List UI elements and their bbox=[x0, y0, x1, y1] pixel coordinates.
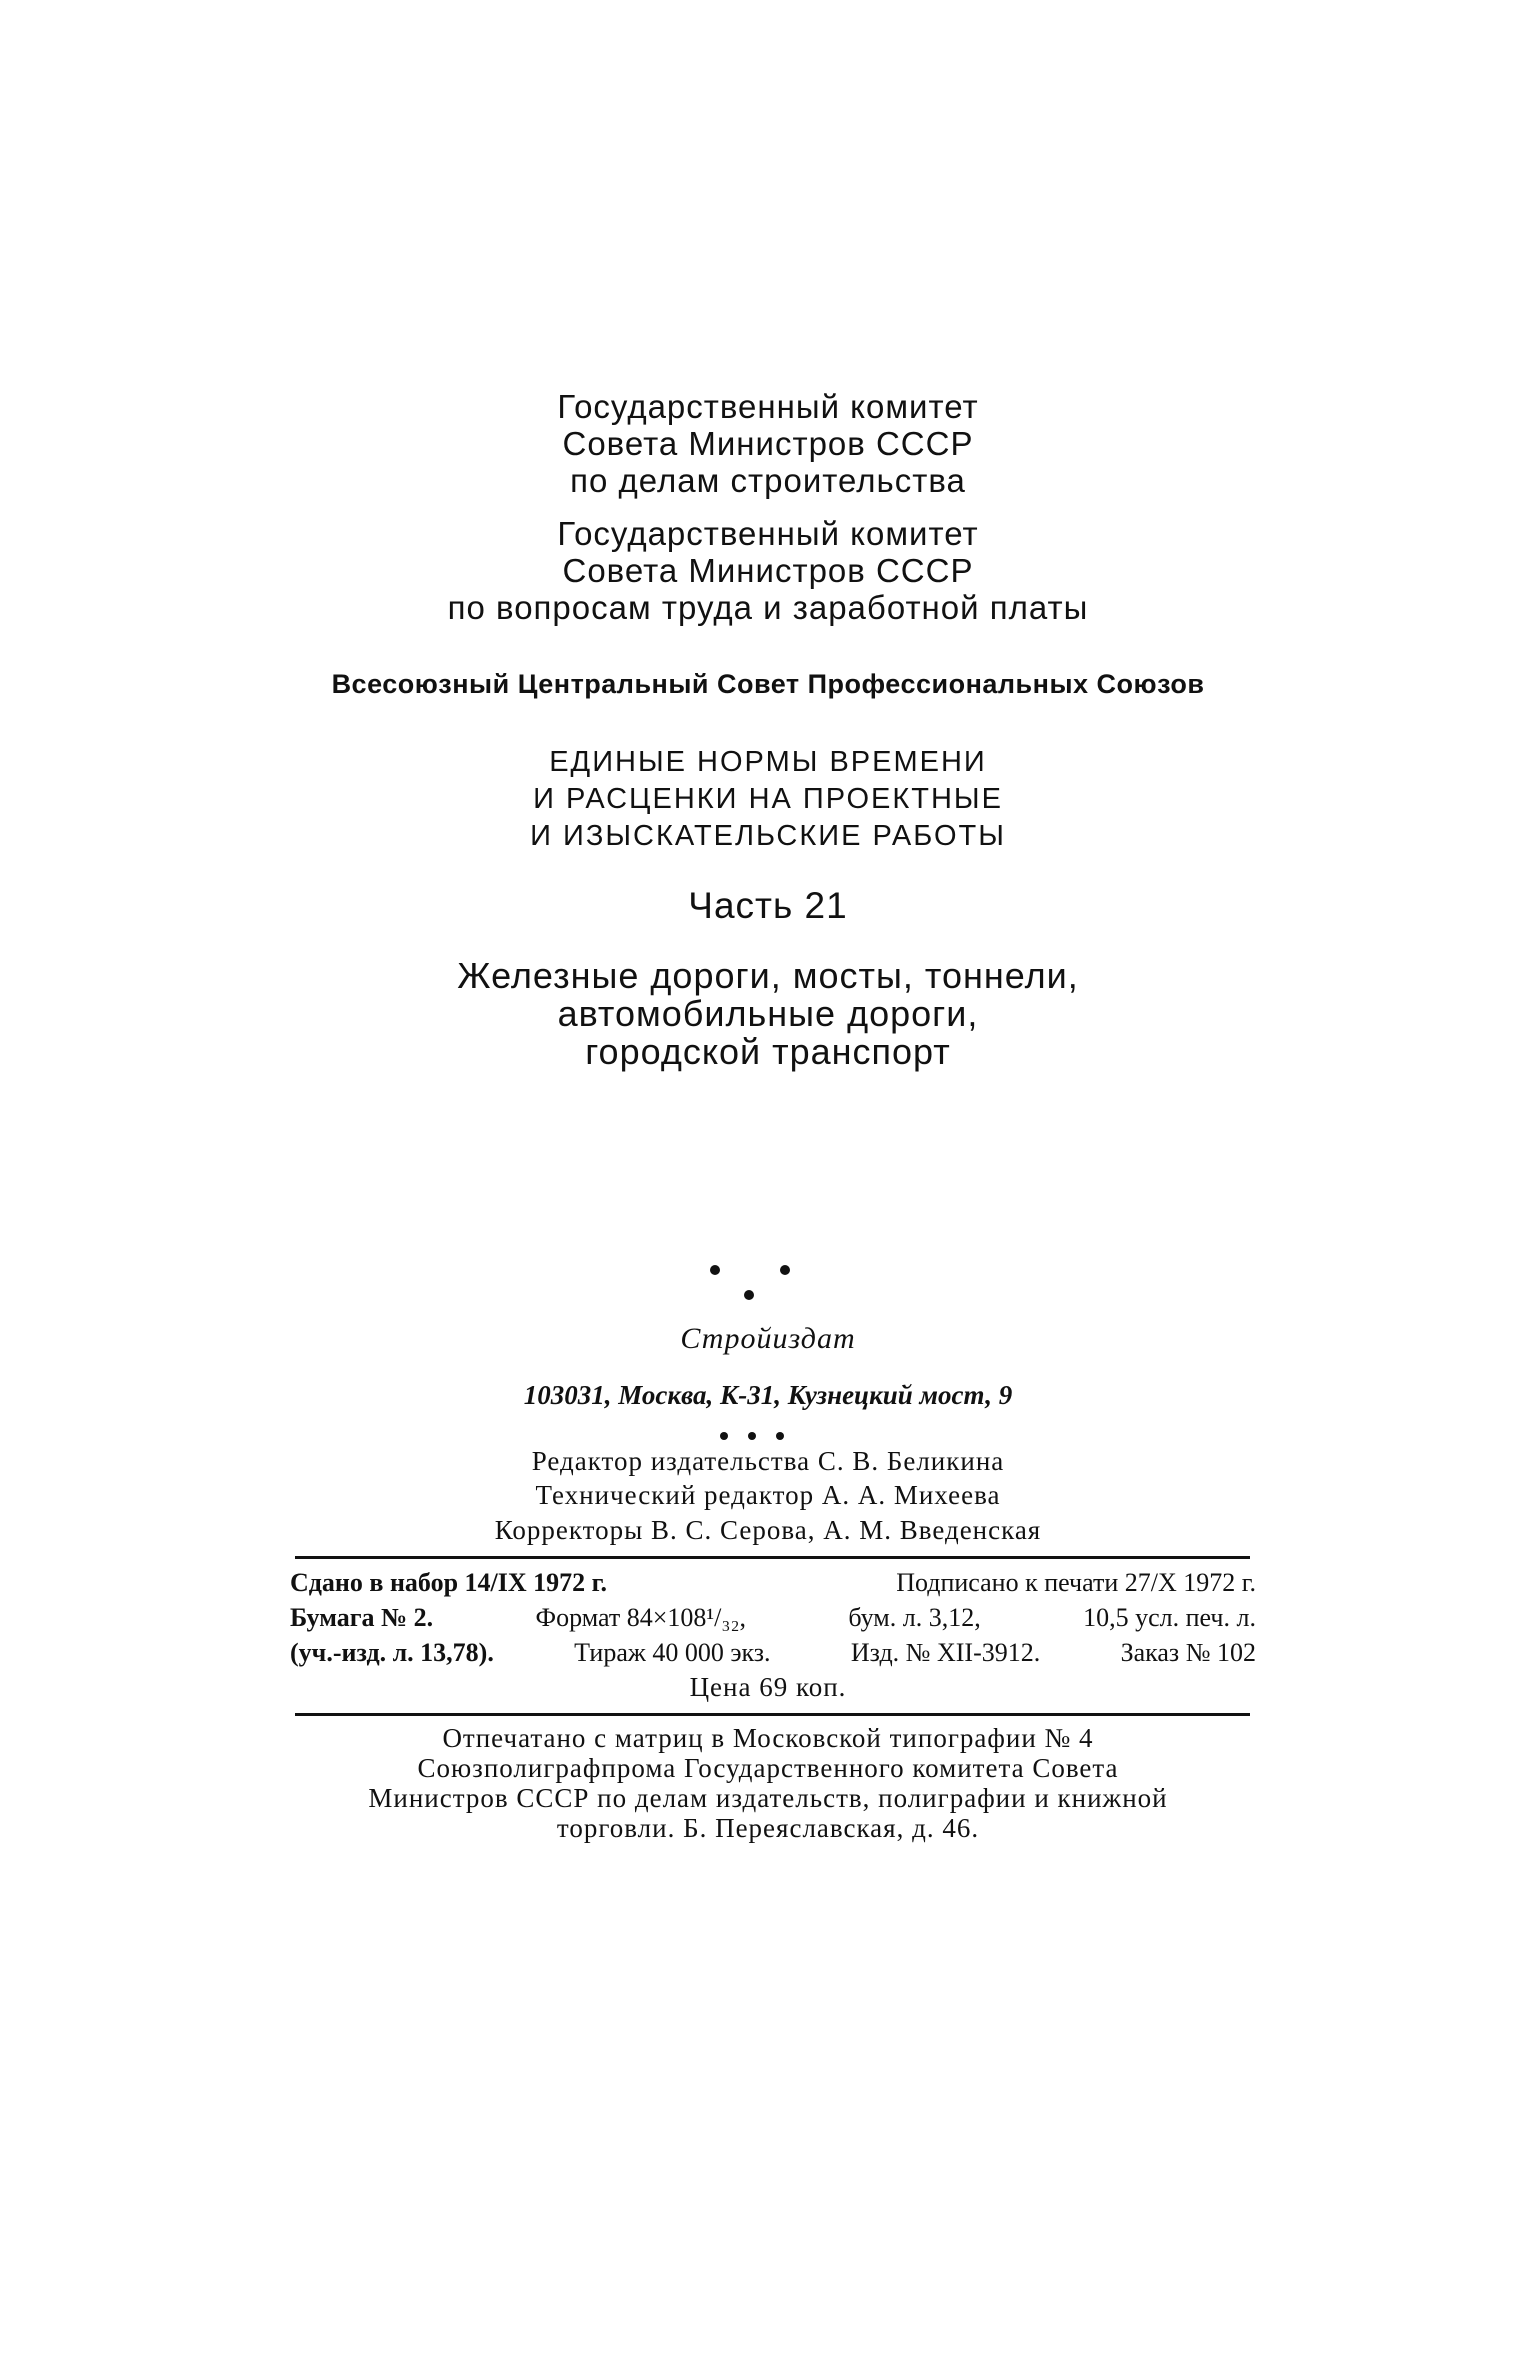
org1-line2: Совета Министров СССР bbox=[562, 425, 974, 462]
part-number: Часть 21 bbox=[688, 885, 848, 926]
printer-line2: Союзполиграфпрома Государственного комитета Совета bbox=[417, 1753, 1119, 1783]
order-number: Заказ № 102 bbox=[1120, 1638, 1256, 1667]
printer-line1: Отпечатано с матриц в Московской типографии № 4 bbox=[442, 1723, 1094, 1753]
union-line: Всесоюзный Центральный Совет Профессиональных Союзов bbox=[331, 669, 1205, 699]
title-line3: И ИЗЫСКАТЕЛЬСКИЕ РАБОТЫ bbox=[530, 820, 1006, 852]
staff-proofreaders: Корректоры В. С. Серова, А. М. Введенская bbox=[494, 1515, 1042, 1545]
subject-line1: Железные дороги, мосты, тоннели, bbox=[457, 955, 1079, 996]
typeset-date: Сдано в набор 14/IX 1972 г. bbox=[290, 1568, 608, 1597]
circulation: Тираж 40 000 экз. bbox=[574, 1638, 771, 1667]
imprint-row3 bbox=[290, 1638, 1256, 1668]
publisher-sheets: (уч.-изд. л. 13,78). bbox=[290, 1638, 494, 1667]
org2-line1: Государственный комитет bbox=[557, 515, 979, 552]
edition-number: Изд. № XII-3912. bbox=[850, 1638, 1041, 1667]
staff-tech-editor: Технический редактор А. А. Михеева bbox=[535, 1480, 1001, 1510]
title-line1: ЕДИНЫЕ НОРМЫ ВРЕМЕНИ bbox=[549, 746, 987, 778]
publisher-address: 103031, Москва, К-31, Кузнецкий мост, 9 bbox=[523, 1380, 1013, 1410]
org1-line3: по делам строительства bbox=[570, 462, 966, 499]
ornament-dot bbox=[780, 1265, 790, 1275]
ornament-dot bbox=[748, 1432, 756, 1440]
title-line2: И РАСЦЕНКИ НА ПРОЕКТНЫЕ bbox=[533, 783, 1003, 815]
printer-line4: торговли. Б. Переяславская, д. 46. bbox=[556, 1813, 980, 1843]
subject-line2: автомобильные дороги, bbox=[557, 993, 979, 1034]
paper-sheets: бум. л. 3,12, bbox=[848, 1603, 981, 1632]
price: Цена 69 коп. bbox=[689, 1672, 847, 1702]
publisher-name: Стройиздат bbox=[680, 1322, 856, 1355]
format: Формат 84×108¹/₃₂, bbox=[535, 1603, 747, 1632]
staff-editor: Редактор издательства С. В. Беликина bbox=[531, 1446, 1005, 1476]
subject-line3: городской транспорт bbox=[585, 1031, 951, 1072]
divider bbox=[295, 1556, 1250, 1559]
ornament-dot bbox=[744, 1290, 754, 1300]
paper: Бумага № 2. bbox=[290, 1603, 434, 1632]
imprint-row1 bbox=[290, 1568, 1256, 1598]
signed-date: Подписано к печати 27/X 1972 г. bbox=[896, 1568, 1256, 1597]
print-sheets: 10,5 усл. печ. л. bbox=[1083, 1603, 1256, 1632]
printer-line3: Министров СССР по делам издательств, полиграфии и книжной bbox=[368, 1783, 1168, 1813]
org2-line2: Совета Министров СССР bbox=[562, 552, 974, 589]
org1-line1: Государственный комитет bbox=[557, 388, 979, 425]
imprint-row2 bbox=[290, 1603, 1256, 1633]
ornament-dot bbox=[720, 1432, 728, 1440]
org2-line3: по вопросам труда и заработной платы bbox=[447, 589, 1089, 626]
ornament-dot bbox=[776, 1432, 784, 1440]
ornament-dot bbox=[710, 1265, 720, 1275]
divider bbox=[295, 1713, 1250, 1716]
